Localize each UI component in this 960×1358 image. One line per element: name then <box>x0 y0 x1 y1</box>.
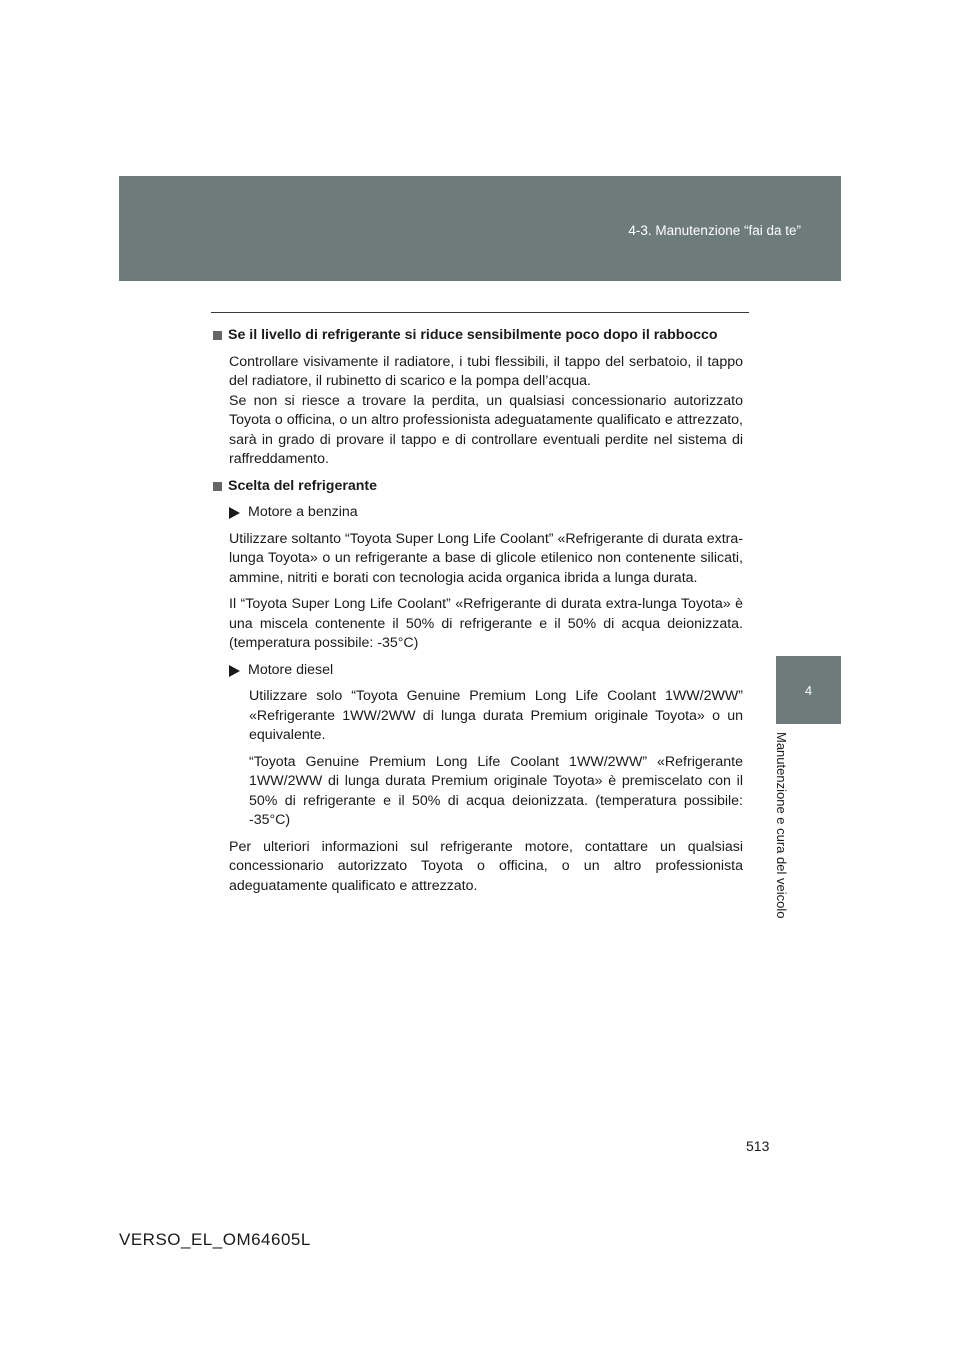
heading-text: Scelta del refrigerante <box>228 477 378 494</box>
paragraph: Il “Toyota Super Long Life Coolant” «Refrigerante di durata extra-lunga Toyota» è una miscela contenente il 50% di refrigerante e il 50% di acqua deionizzata. (temperatura possibile: -35°C) <box>229 596 743 651</box>
bullet-diesel <box>213 661 743 681</box>
heading-coolant-choice <box>213 477 743 497</box>
heading-coolant-drop <box>213 326 743 346</box>
bullet-label: Motore diesel <box>248 661 334 678</box>
heading-text: Se il livello di refrigerante si riduce sensibilmente poco dopo il rabbocco <box>228 327 718 343</box>
bullet-label: Motore a benzina <box>248 504 358 520</box>
doc-code: VERSO_EL_OM64605L <box>119 1230 311 1249</box>
square-bullet-icon <box>213 331 222 340</box>
triangle-bullet-icon <box>229 507 240 519</box>
chapter-title: Manutenzione e cura del veicolo <box>774 732 789 919</box>
paragraph: Utilizzare solo “Toyota Genuine Premium Long Life Coolant 1WW/2WW” «Refrigerante 1WW/2WW di lunga durata Premium originale Toyota» o un equivalente. <box>249 688 743 743</box>
page-number: 513 <box>746 1138 770 1154</box>
chapter-label <box>774 732 798 942</box>
divider <box>211 312 749 313</box>
paragraph: Per ulteriori informazioni sul refrigerante motore, contattare un qualsiasi concessionario autorizzato Toyota o officina, o un altro professionista adeguatamente qualificato e attrezzato. <box>229 838 743 894</box>
triangle-bullet-icon <box>229 665 240 677</box>
paragraph: Controllare visivamente il radiatore, i tubi flessibili, il tappo del serbatoio, il tappo del radiatore, il rubinetto di scarico e la pompa dell’acqua. <box>229 353 743 389</box>
header-band <box>119 176 841 281</box>
bullet-petrol <box>213 503 743 523</box>
chapter-number: 4 <box>804 682 813 698</box>
main-content <box>213 326 743 903</box>
chapter-tab <box>776 656 841 724</box>
square-bullet-icon <box>213 482 222 491</box>
paragraph: Se non si riesce a trovare la perdita, un qualsiasi concessionario autorizzato Toyota o officina, o un altro professionista adeguatamente qualificato e attrezzato, sarà in grado di provare il tappo e di controllare eventuali perdite nel sistema di raffreddamento. <box>229 392 743 467</box>
section-title: 4-3. Manutenzione “fai da te” <box>628 223 801 238</box>
paragraph: Utilizzare soltanto “Toyota Super Long Life Coolant” «Refrigerante di durata extra-lunga Toyota» o un refrigerante a base di glicole etilenico non contenente silicati, ammine, nitriti e borati con tecnologia acida organica ibrida a lunga durata. <box>229 530 743 586</box>
paragraph: “Toyota Genuine Premium Long Life Coolant 1WW/2WW” «Refrigerante 1WW/2WW di lunga durata Premium originale Toyota» è premiscelato con il 50% di refrigerante e il 50% di acqua deionizzata. (temperatura possibile: -35°C) <box>249 753 743 828</box>
